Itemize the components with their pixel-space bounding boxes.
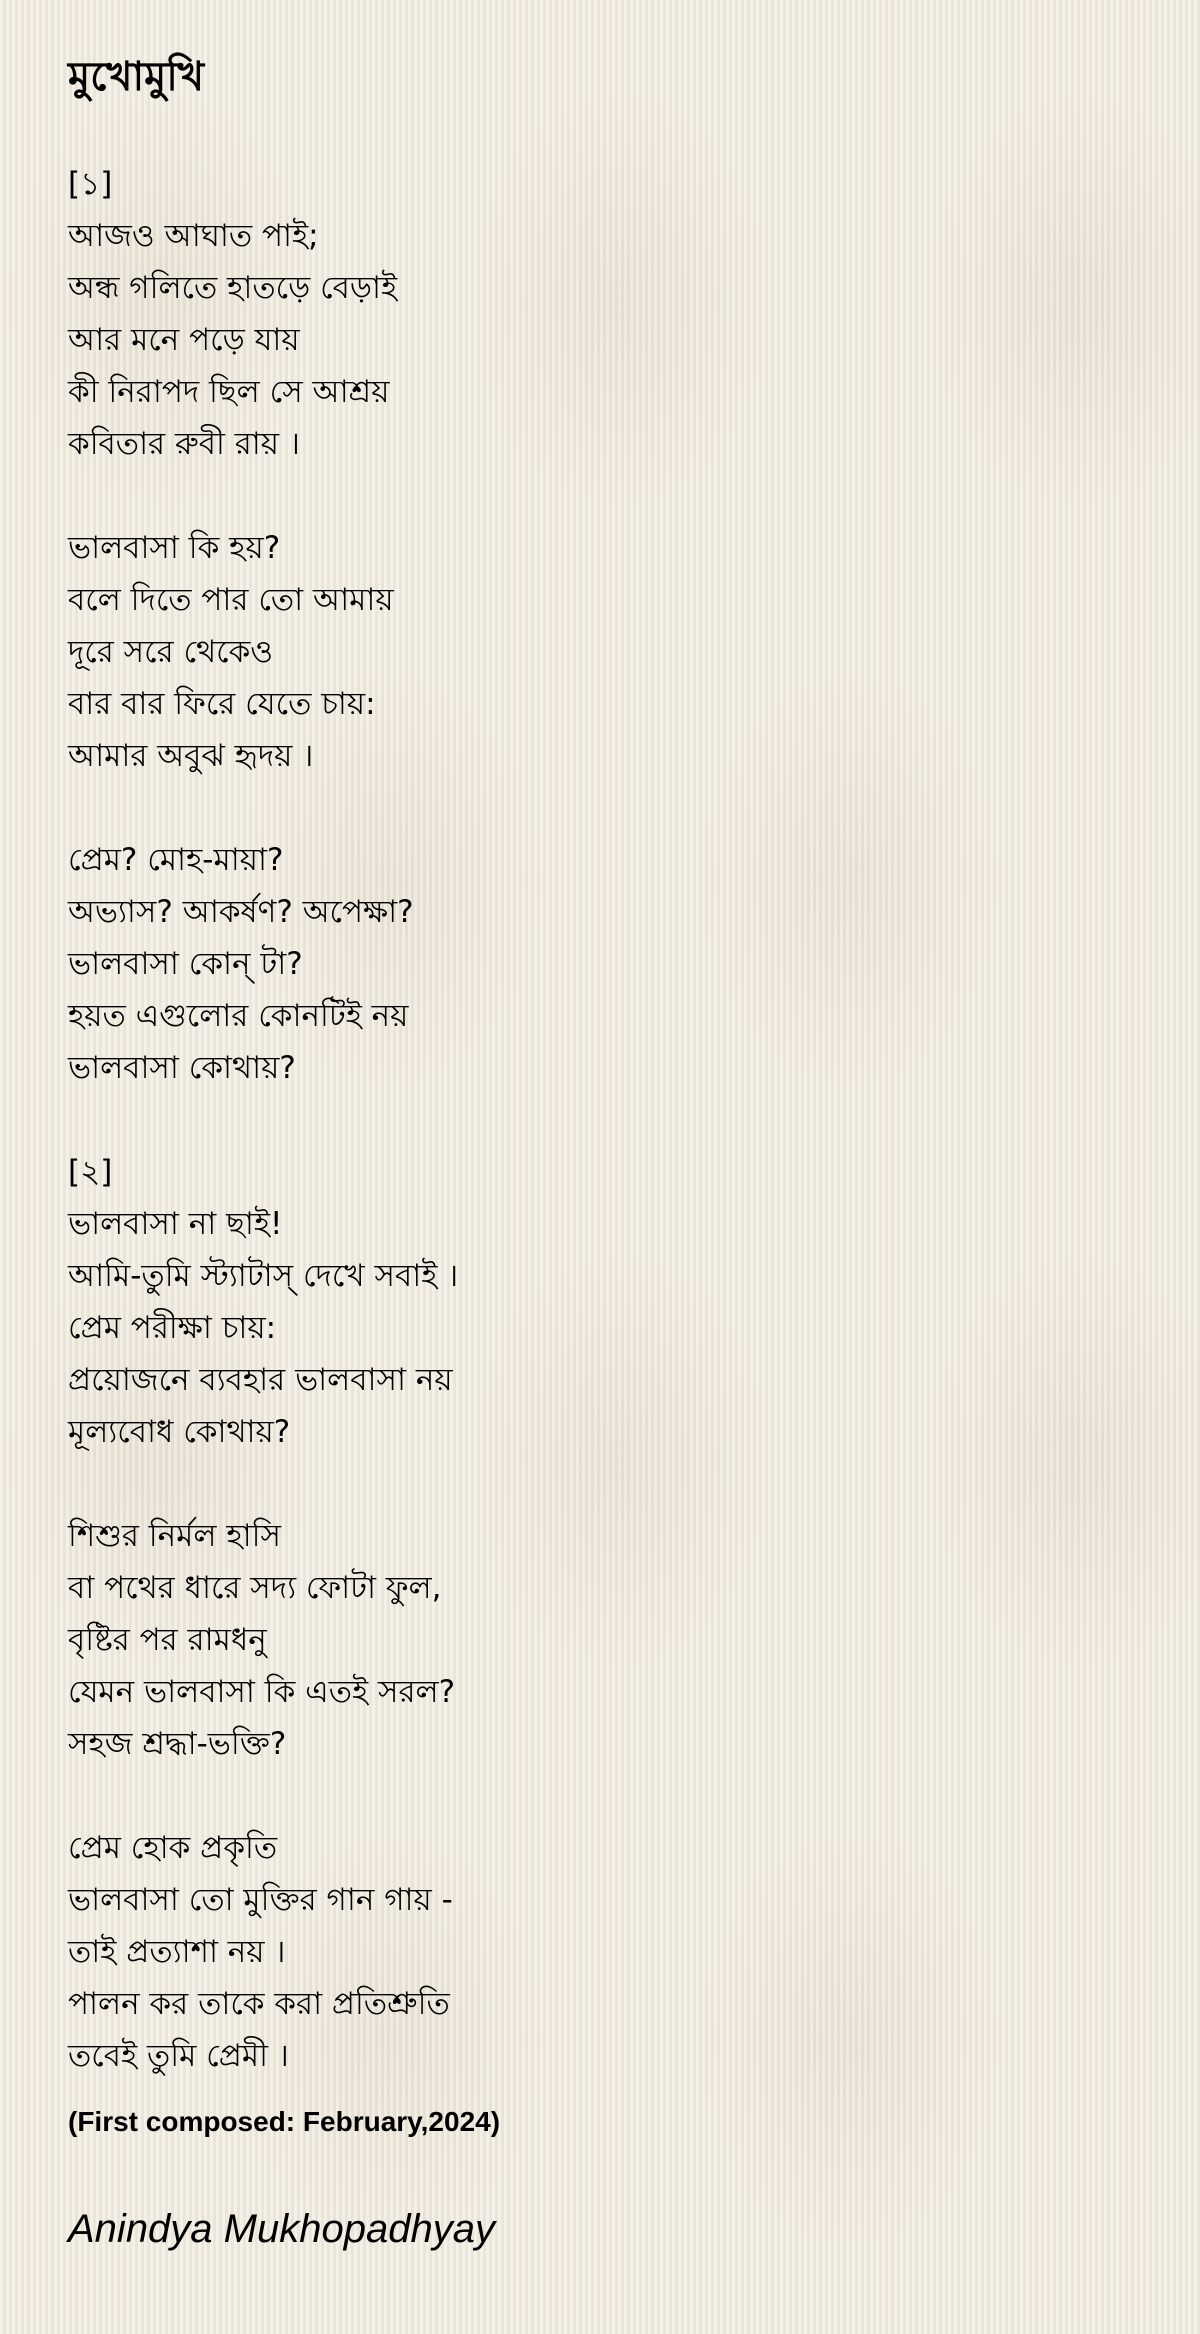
poem-line: কী নিরাপদ ছিল সে আশ্রয় — [68, 374, 390, 410]
poem-line: তবেই তুমি প্রেমী । — [68, 2038, 289, 2074]
poem-line: পালন কর তাকে করা প্রতিশ্রুতি — [68, 1986, 450, 2022]
poem-line: আর মনে পড়ে যায় — [68, 322, 300, 358]
poem-line: দূরে সরে থেকেও — [68, 634, 274, 670]
poem-line: ভালবাসা কোন্ টা? — [68, 946, 303, 982]
poem-line — [68, 782, 1128, 834]
poem-page — [68, 40, 1128, 2256]
poem-line — [68, 1458, 1128, 1510]
poem-line: প্রেম? মোহ-মায়া? — [68, 842, 284, 878]
poem-line — [68, 470, 1128, 522]
author-name: Anindya Mukhopadhyay — [68, 2207, 495, 2251]
poem-line: অন্ধ গলিতে হাতড়ে বেড়াই — [68, 270, 398, 306]
poem-line: বৃষ্টির পর রামধনু — [68, 1622, 267, 1658]
poem-body — [68, 158, 1128, 2082]
poem-line: প্রেম পরীক্ষা চায়: — [68, 1310, 277, 1346]
poem-line — [68, 1770, 1128, 1822]
poem-line: মূল্যবোধ কোথায়? — [68, 1414, 291, 1450]
poem-line: প্রেম হোক প্রকৃতি — [68, 1830, 278, 1866]
poem-line: বার বার ফিরে যেতে চায়: — [68, 686, 376, 722]
poem-line: হয়ত এগুলোর কোনটিই নয় — [68, 998, 409, 1034]
poem-title: মুখোমুখি — [68, 54, 205, 100]
poem-line: বলে দিতে পার তো আমায় — [68, 582, 394, 618]
poem-line: ভালবাসা না ছাই! — [68, 1206, 283, 1242]
poem-line: [২] — [68, 1154, 113, 1190]
poem-line: সহজ শ্রদ্ধা-ভক্তি? — [68, 1726, 287, 1762]
poem-line: যেমন ভালবাসা কি এতই সরল? — [68, 1674, 456, 1710]
poem-line: ভালবাসা কোথায়? — [68, 1050, 296, 1086]
poem-line: অভ্যাস? আকর্ষণ? অপেক্ষা? — [68, 894, 414, 930]
poem-line — [68, 1094, 1128, 1146]
poem-line: প্রয়োজনে ব্যবহার ভালবাসা নয় — [68, 1362, 453, 1398]
poem-line: [১] — [68, 166, 113, 202]
poem-line: ভালবাসা তো মুক্তির গান গায় - — [68, 1882, 453, 1918]
poem-line: শিশুর নির্মল হাসি — [68, 1518, 281, 1554]
poem-line: বা পথের ধারে সদ্য ফোটা ফুল, — [68, 1570, 442, 1606]
poem-line: কবিতার রুবী রায় । — [68, 426, 300, 462]
poem-line: ভালবাসা কি হয়? — [68, 530, 281, 566]
poem-line: তাই প্রত্যাশা নয় । — [68, 1934, 286, 1970]
poem-line: আজও আঘাত পাই; — [68, 218, 319, 254]
poem-line: আমি-তুমি স্ট্যাটাস্ দেখে সবাই । — [68, 1258, 459, 1294]
poem-line: আমার অবুঝ হৃদয় । — [68, 738, 314, 774]
composed-date-note: (First composed: February,2024) — [68, 2106, 501, 2137]
